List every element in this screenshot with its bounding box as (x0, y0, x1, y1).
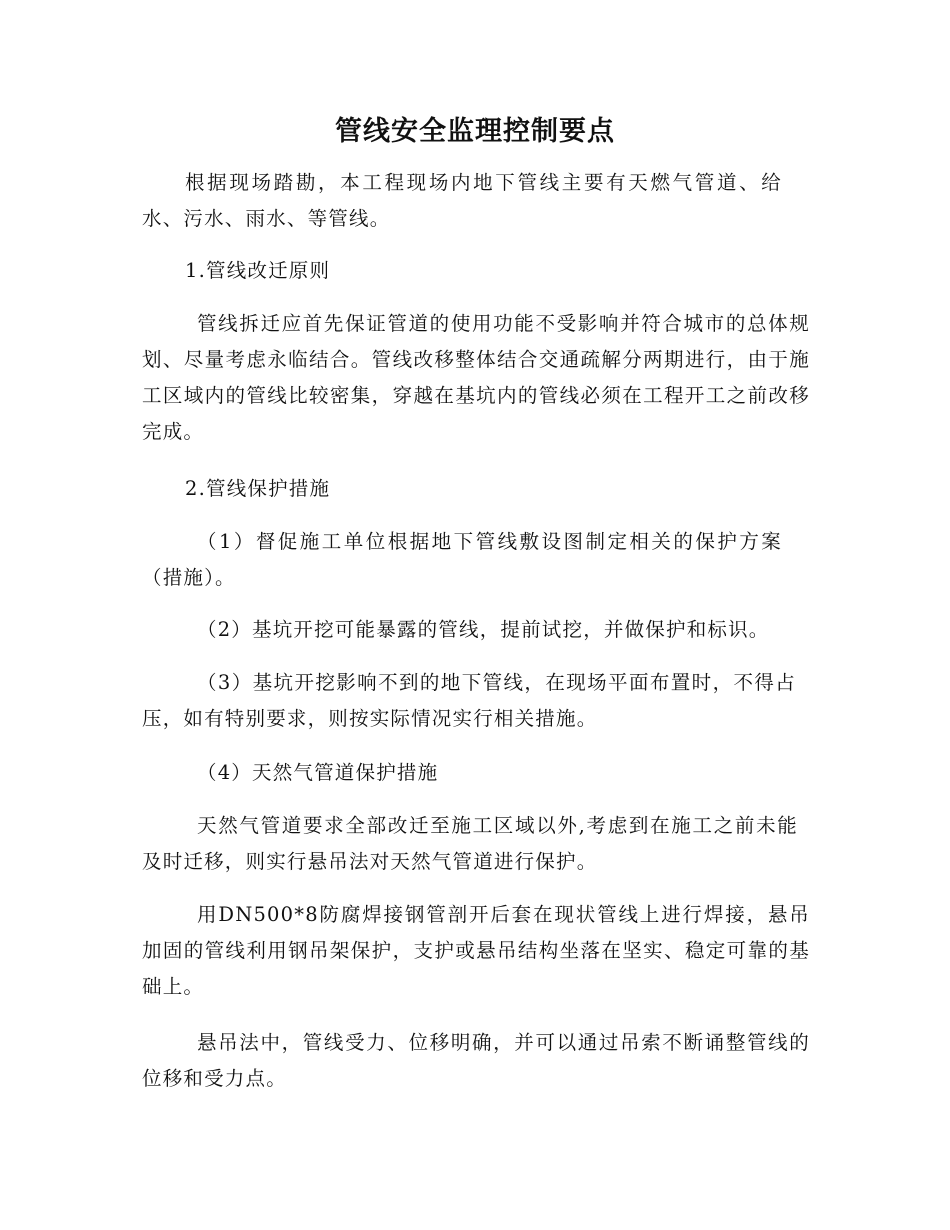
gas-paragraph-1: 天然气管道要求全部改迁至施工区域以外,考虑到在施工之前未能及时迁移，则实行悬吊法对天然气管道进行保护。 (142, 814, 798, 873)
section1-paragraph: 管线拆迁应首先保证管道的使用功能不受影响并符合城市的总体规划、尽量考虑永临结合。管线改移整体结合交通疏解分两期进行，由于施工区域内的管线比较密集，穿越在基坑内的管线必须在工程开工之前改移完成。 (142, 312, 810, 443)
document-title: 管线安全监理控制要点 (335, 116, 615, 147)
gas-paragraph-2: 用DN500*8防腐焊接钢管剖开后套在现状管线上进行焊接，悬吊加固的管线利用钢吊架保护，支护或悬吊结构坐落在坚实、稳定可靠的基础上。 (142, 903, 810, 998)
protection-item-2: （2）基坑开挖可能暴露的管线，提前试挖，并做保护和标识。 (197, 618, 770, 641)
section1-heading: 1.管线改迁原则 (185, 259, 331, 282)
intro-paragraph: 根据现场踏勘，本工程现场内地下管线主要有天燃气管道、给水、污水、雨水、等管线。 (142, 171, 782, 230)
gas-paragraph-3: 悬吊法中，管线受力、位移明确，并可以通过吊索不断诵整管线的位移和受力点。 (142, 1031, 810, 1090)
protection-item-3: （3）基坑开挖影响不到的地下管线，在现场平面布置时，不得占压，如有特别要求，则按实际情况实行相关措施。 (142, 671, 796, 730)
section2-heading: 2.管线保护措施 (185, 477, 331, 500)
protection-item-4: （4）天然气管道保护措施 (197, 761, 439, 784)
protection-item-1: （1）督促施工单位根据地下管线敷设图制定相关的保护方案（措施）。 (142, 530, 782, 589)
